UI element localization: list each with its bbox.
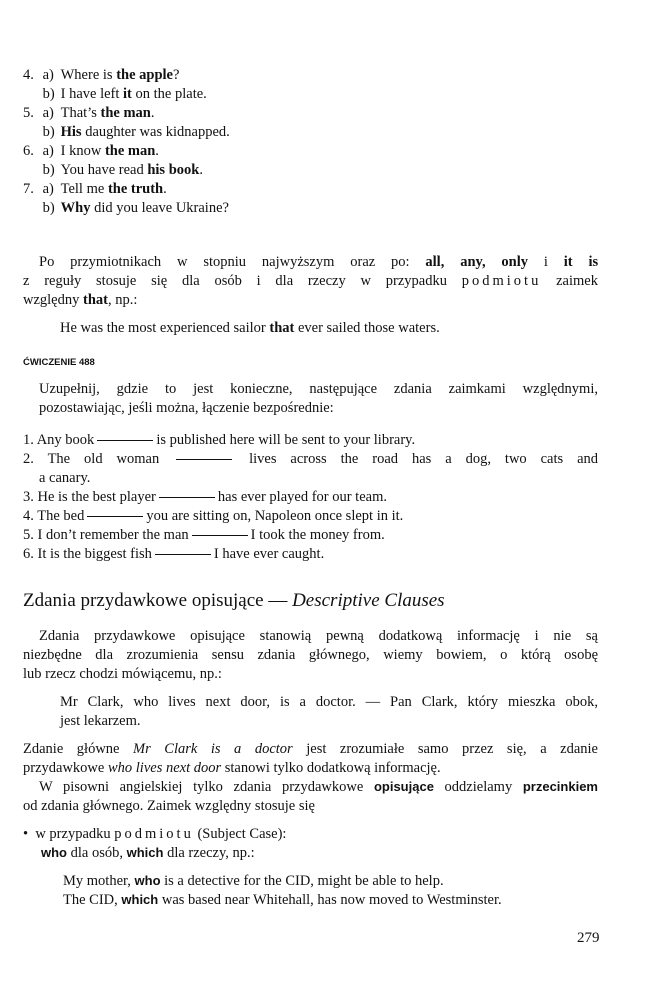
example-2-line-1: My mother, who is a detective for the CID, might be able to help. (63, 873, 444, 889)
exercise-instruction-1: Uzupełnij, gdzie to jest konieczne, następujące zdania zaimkami względnymi, (39, 381, 598, 397)
example-1-line-2: jest lekarzem. (60, 713, 141, 729)
bullet-icon: • (23, 826, 29, 842)
exercise-item-2-cont: a canary. (39, 470, 91, 486)
bullet-subject-case: • w przypadku podmiotu (Subject Case): (23, 826, 287, 842)
answer-blank (192, 534, 248, 536)
exercise-item-2: 2. The old woman lives across the road has a dog, two cats and (23, 451, 599, 467)
para-1-line-3: lub rzecz chodzi mówiącemu, np.: (23, 666, 222, 682)
item-5a: 5. a) That’s the man. (23, 105, 155, 121)
exercise-instruction-2: pozostawiając, jeśli można, łączenie bezpośrednie: (39, 400, 334, 416)
item-6a: 6. a) I know the man. (23, 143, 159, 159)
example-1-line-1: Mr Clark, who lives next door, is a doctor. — Pan Clark, który mieszka obok, (60, 694, 598, 710)
exercise-item-6: 6. It is the biggest fish I have ever caught. (23, 546, 325, 562)
section-title: Zdania przydawkowe opisujące — Descriptive Clauses (23, 590, 445, 611)
para-2-line-2: przydawkowe who lives next door stanowi tylko dodatkową informację. (23, 760, 441, 776)
rule-line-1: Po przymiotnikach w stopniu najwyższym oraz po: all, any, only i it is (39, 254, 599, 270)
item-5b: b) His daughter was kidnapped. (42, 124, 230, 140)
para-1-line-2: niezbędne dla zrozumienia sensu zdania głównego, wiemy bowiem, o którą osobę (23, 647, 598, 663)
answer-blank (97, 439, 153, 441)
exercise-item-5: 5. I don’t remember the man I took the money from. (23, 527, 385, 543)
example-2-line-2: The CID, which was based near Whitehall, has now moved to Westminster. (63, 892, 502, 908)
exercise-heading: ĆWICZENIE 488 (23, 357, 95, 368)
exercise-item-1: 1. Any book is published here will be sent to your library. (23, 432, 416, 448)
para-3-line-2: od zdania głównego. Zaimek względny stosuje się (23, 798, 315, 814)
item-6b: b) You have read his book. (42, 162, 203, 178)
para-3-line-1: W pisowni angielskiej tylko zdania przydawkowe opisujące oddzielamy przecinkiem (39, 779, 598, 795)
item-4b: b) I have left it on the plate. (42, 86, 207, 102)
bullet-pronouns: who dla osób, which dla rzeczy, np.: (41, 845, 255, 861)
para-1-line-1: Zdania przydawkowe opisujące stanowią pewną dodatkową informację i nie są (39, 628, 598, 644)
answer-blank (159, 496, 215, 498)
page-number: 279 (577, 930, 600, 946)
rule-line-2: z reguły stosuje się dla osób i dla rzeczy w przypadku podmiotu zaimek (23, 273, 598, 289)
answer-blank (87, 515, 143, 517)
item-7a: 7. a) Tell me the truth. (23, 181, 167, 197)
exercise-item-4: 4. The bed you are sitting on, Napoleon once slept in it. (23, 508, 404, 524)
answer-blank (176, 458, 232, 460)
para-2-line-1: Zdanie główne Mr Clark is a doctor jest zrozumiałe samo przez się, a zdanie (23, 741, 598, 757)
rule-line-3: względny that, np.: (23, 292, 138, 308)
item-4a: 4. a) Where is the apple? (23, 67, 180, 83)
exercise-item-3: 3. He is the best player has ever played for our team. (23, 489, 387, 505)
rule-example: He was the most experienced sailor that ever sailed those waters. (60, 320, 440, 336)
answer-blank (155, 553, 211, 555)
item-7b: b) Why did you leave Ukraine? (42, 200, 229, 216)
